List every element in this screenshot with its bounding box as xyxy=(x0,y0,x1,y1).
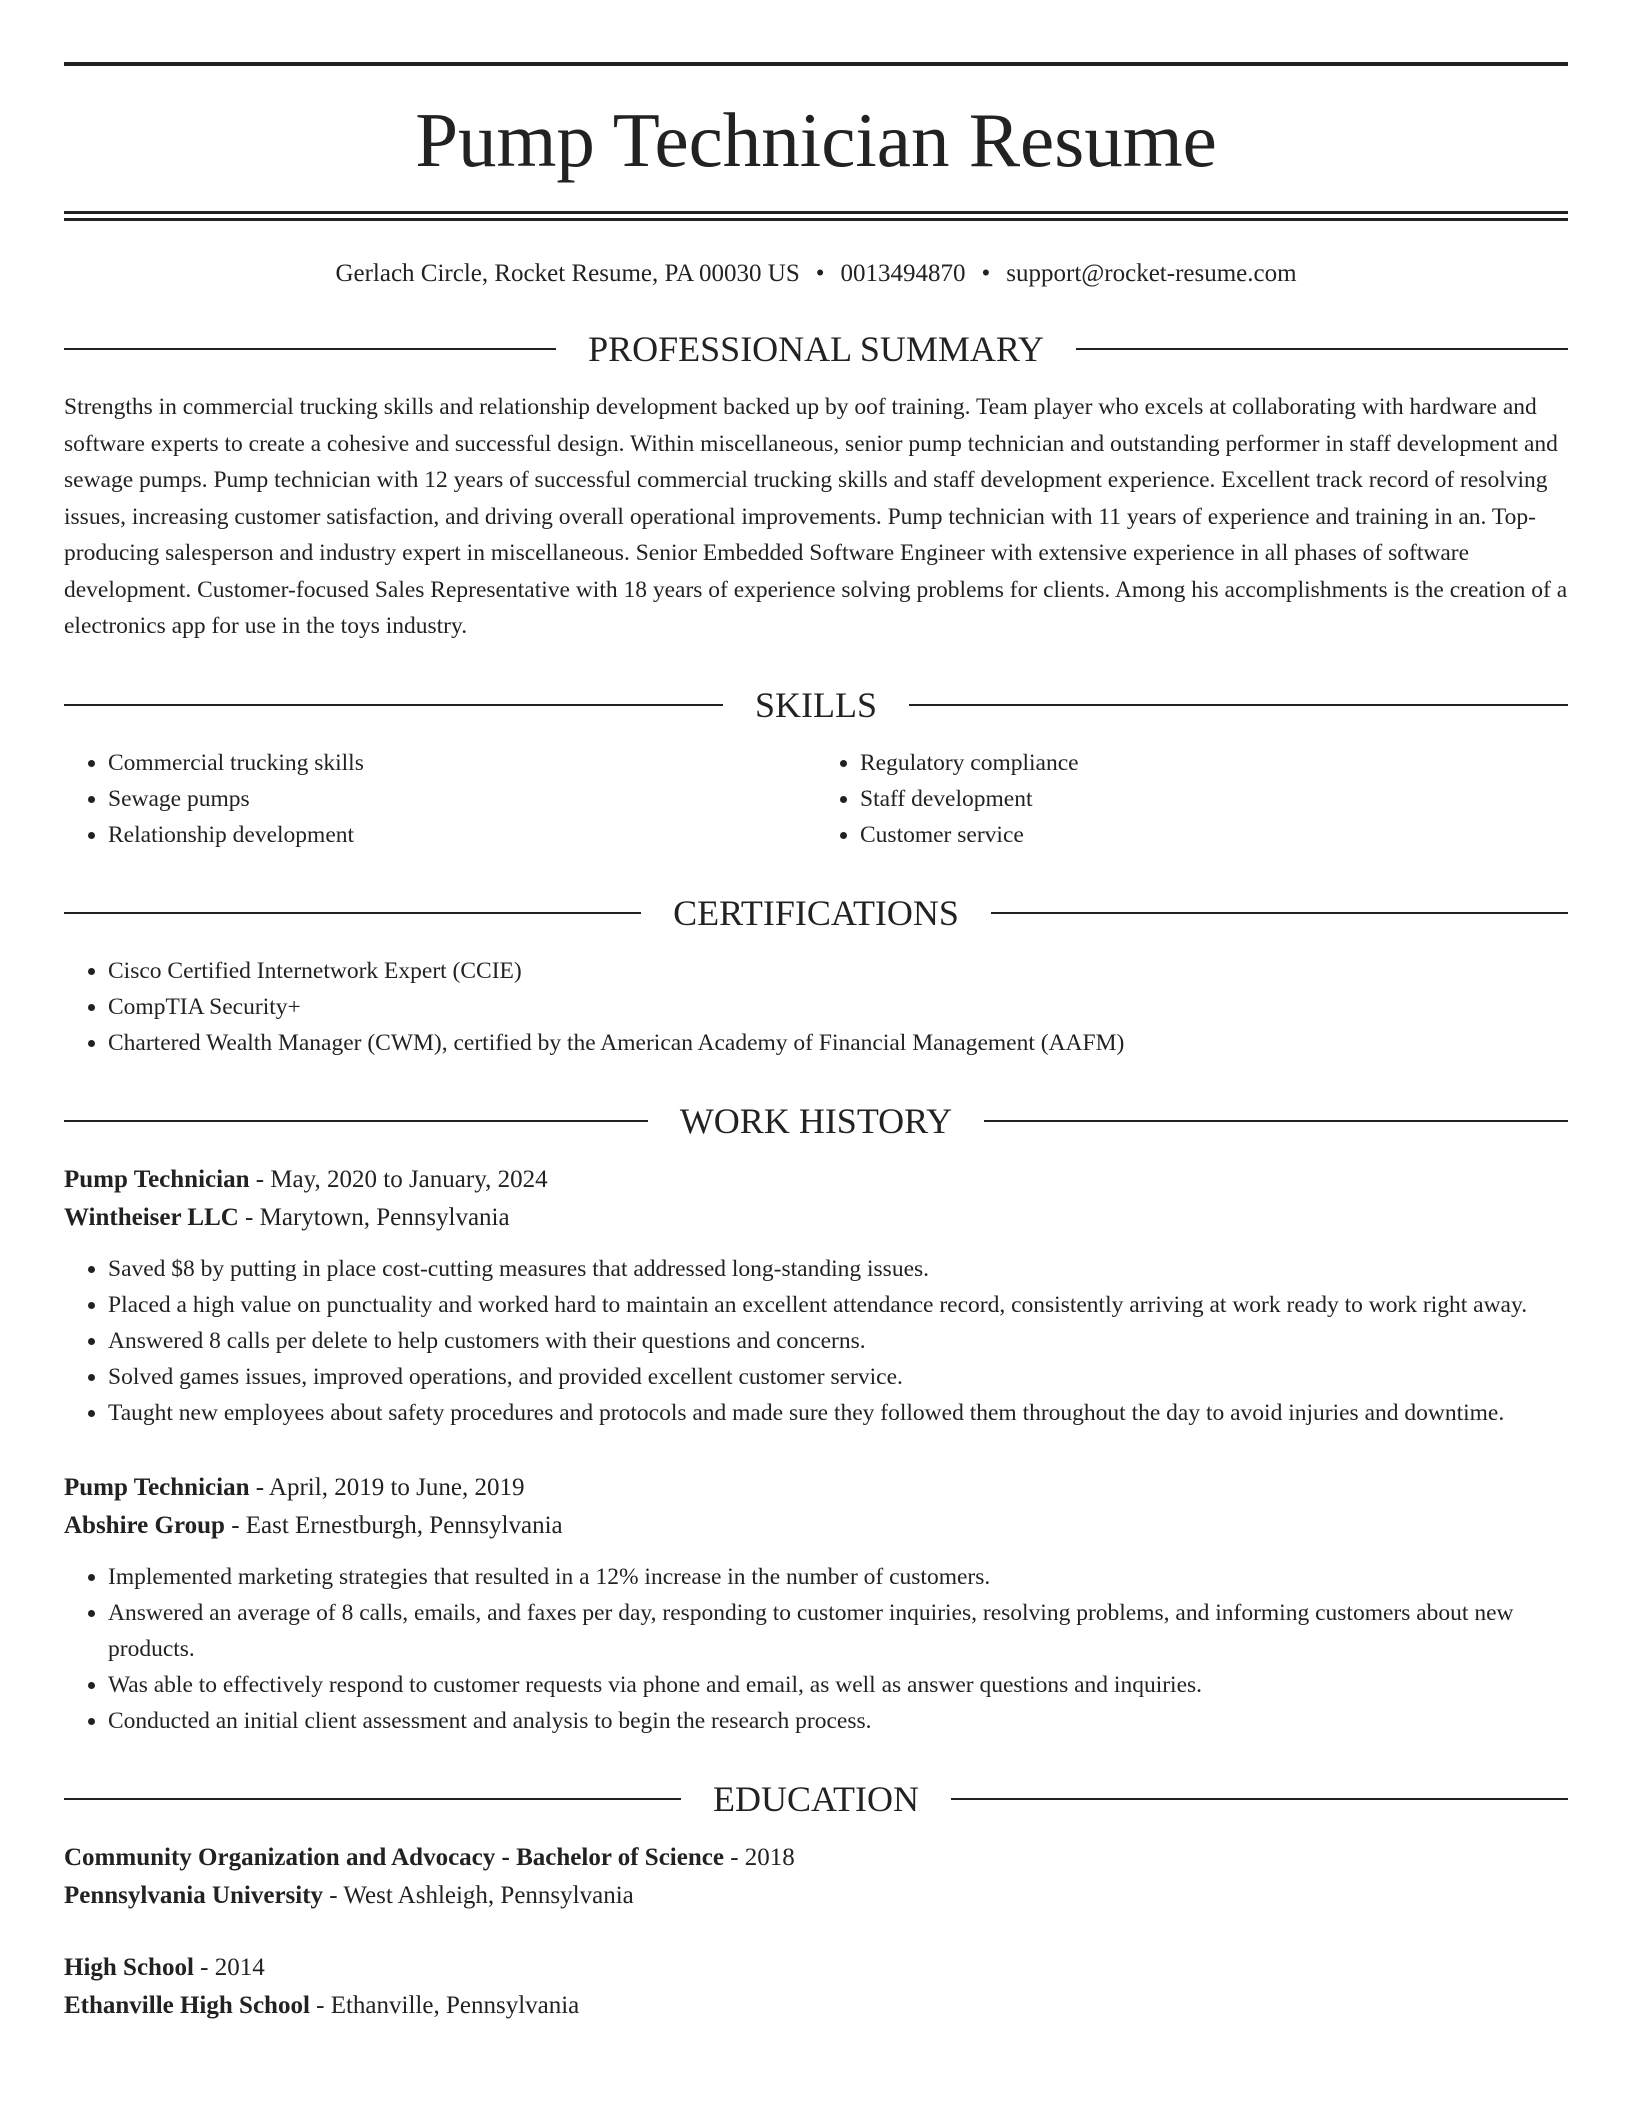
section-heading-label: EDUCATION xyxy=(713,1778,919,1819)
job-bullets xyxy=(64,1559,1568,1739)
job-bullets xyxy=(64,1251,1568,1431)
job-bullet: • Solved games issues, improved operations, and provided excellent customer service. xyxy=(108,1359,1568,1395)
section-heading-skills xyxy=(64,684,1568,725)
education-school-line xyxy=(64,1877,1568,1915)
section-heading-label: CERTIFICATIONS xyxy=(673,892,959,933)
education-degree-line xyxy=(64,1839,1568,1877)
skills-list-left xyxy=(64,745,816,853)
job-company: Abshire Group xyxy=(64,1511,225,1539)
job-bullet: • Saved $8 by putting in place cost-cutting measures that addressed long-standing issues. xyxy=(108,1251,1568,1287)
job-company: Wintheiser LLC xyxy=(64,1203,239,1231)
skills-grid xyxy=(64,745,1568,853)
education-school: Ethanville High School xyxy=(64,1991,310,2019)
job-company-line xyxy=(64,1199,1568,1237)
contact-separator: • xyxy=(815,260,825,287)
education-degree: Community Organization and Advocacy - Bachelor of Science xyxy=(64,1843,724,1871)
education-location: - West Ashleigh, Pennsylvania xyxy=(323,1881,634,1909)
section-heading-certifications xyxy=(64,892,1568,933)
job-bullet: • Taught new employees about safety procedures and protocols and made sure they followed them throughout the day to avoid injuries and downtime. xyxy=(108,1395,1568,1431)
title-double-rule xyxy=(64,211,1568,221)
skill-item: • Regulatory compliance xyxy=(860,745,1568,781)
education-degree: High School xyxy=(64,1953,194,1981)
job-dates: - April, 2019 to June, 2019 xyxy=(249,1473,525,1501)
section-heading-summary xyxy=(64,331,1568,367)
top-rule xyxy=(64,62,1568,66)
job-location: - Marytown, Pennsylvania xyxy=(238,1203,510,1231)
job-bullet: • Was able to effectively respond to customer requests via phone and email, as well as answer questions and inquiries. xyxy=(108,1667,1568,1703)
education-year: - 2014 xyxy=(193,1953,265,1981)
job-title-line xyxy=(64,1469,1568,1507)
skill-item: • Relationship development xyxy=(108,817,816,853)
job-title: Pump Technician xyxy=(64,1165,250,1193)
section-heading-work-history xyxy=(64,1100,1568,1141)
skill-item: • Staff development xyxy=(860,781,1568,817)
job-entry xyxy=(64,1469,1568,1739)
contact-address: Gerlach Circle, Rocket Resume, PA 00030 US xyxy=(335,260,800,287)
education-degree-line xyxy=(64,1949,1568,1987)
contact-line xyxy=(64,259,1568,289)
job-location: - East Ernestburgh, Pennsylvania xyxy=(224,1511,563,1539)
section-heading-label: PROFESSIONAL SUMMARY xyxy=(588,329,1044,369)
job-dates: - May, 2020 to January, 2024 xyxy=(249,1165,548,1193)
certification-item: • Cisco Certified Internetwork Expert (CCIE) xyxy=(108,953,1568,989)
skills-list-right xyxy=(816,745,1568,853)
job-bullet: • Placed a high value on punctuality and worked hard to maintain an excellent attendance record, consistently arriving at work ready to work right away. xyxy=(108,1287,1568,1323)
job-entry xyxy=(64,1161,1568,1431)
professional-summary-text: Strengths in commercial trucking skills and relationship development backed up by oof training. Team player who excels at collaborating with hardware and software experts to create a cohesive and successful design. Within miscellaneous, senior pump technician and outstanding performer in staff development and sewage pumps. Pump technician with 12 years of successful commercial trucking skills and staff development experience. Excellent track record of resolving issues, increasing customer satisfaction, and driving overall operational improvements. Pump technician with 11 years of experience and training in an. Top-producing salesperson and industry expert in miscellaneous. Senior Embedded Software Engineer with extensive experience in all phases of software development. Customer-focused Sales Representative with 18 years of experience solving problems for clients. Among his accomplishments is the creation of a electronics app for use in the toys industry. xyxy=(64,394,1568,639)
skill-item: • Customer service xyxy=(860,817,1568,853)
skill-item: • Commercial trucking skills xyxy=(108,745,816,781)
section-heading-education xyxy=(64,1778,1568,1819)
education-location: - Ethanville, Pennsylvania xyxy=(309,1991,580,2019)
certification-item: • Chartered Wealth Manager (CWM), certified by the American Academy of Financial Management (AAFM) xyxy=(108,1025,1568,1061)
education-year: - 2018 xyxy=(723,1843,795,1871)
section-heading-label: WORK HISTORY xyxy=(679,1100,953,1141)
education-school: Pennsylvania University xyxy=(64,1881,324,1909)
job-bullet: • Conducted an initial client assessment and analysis to begin the research process. xyxy=(108,1703,1568,1739)
job-title-line xyxy=(64,1161,1568,1199)
education-entry xyxy=(64,1949,1568,2025)
contact-phone: 0013494870 xyxy=(840,260,966,287)
job-title: Pump Technician xyxy=(64,1473,250,1501)
resume-title: Pump Technician Resume xyxy=(415,97,1217,183)
contact-email: support@rocket-resume.com xyxy=(1006,260,1297,287)
education-school-line xyxy=(64,1987,1568,2025)
certification-item: • CompTIA Security+ xyxy=(108,989,1568,1025)
job-bullet: • Answered an average of 8 calls, emails, and faxes per day, responding to customer inquiries, resolving problems, and informing customers about new products. xyxy=(108,1595,1568,1667)
job-company-line xyxy=(64,1507,1568,1545)
section-heading-label: SKILLS xyxy=(755,684,878,725)
certifications-list xyxy=(64,953,1568,1061)
job-bullet: • Implemented marketing strategies that resulted in a 12% increase in the number of customers. xyxy=(108,1559,1568,1595)
skill-item: • Sewage pumps xyxy=(108,781,816,817)
job-bullet: • Answered 8 calls per delete to help customers with their questions and concerns. xyxy=(108,1323,1568,1359)
education-entry xyxy=(64,1839,1568,1915)
contact-separator: • xyxy=(981,260,991,287)
